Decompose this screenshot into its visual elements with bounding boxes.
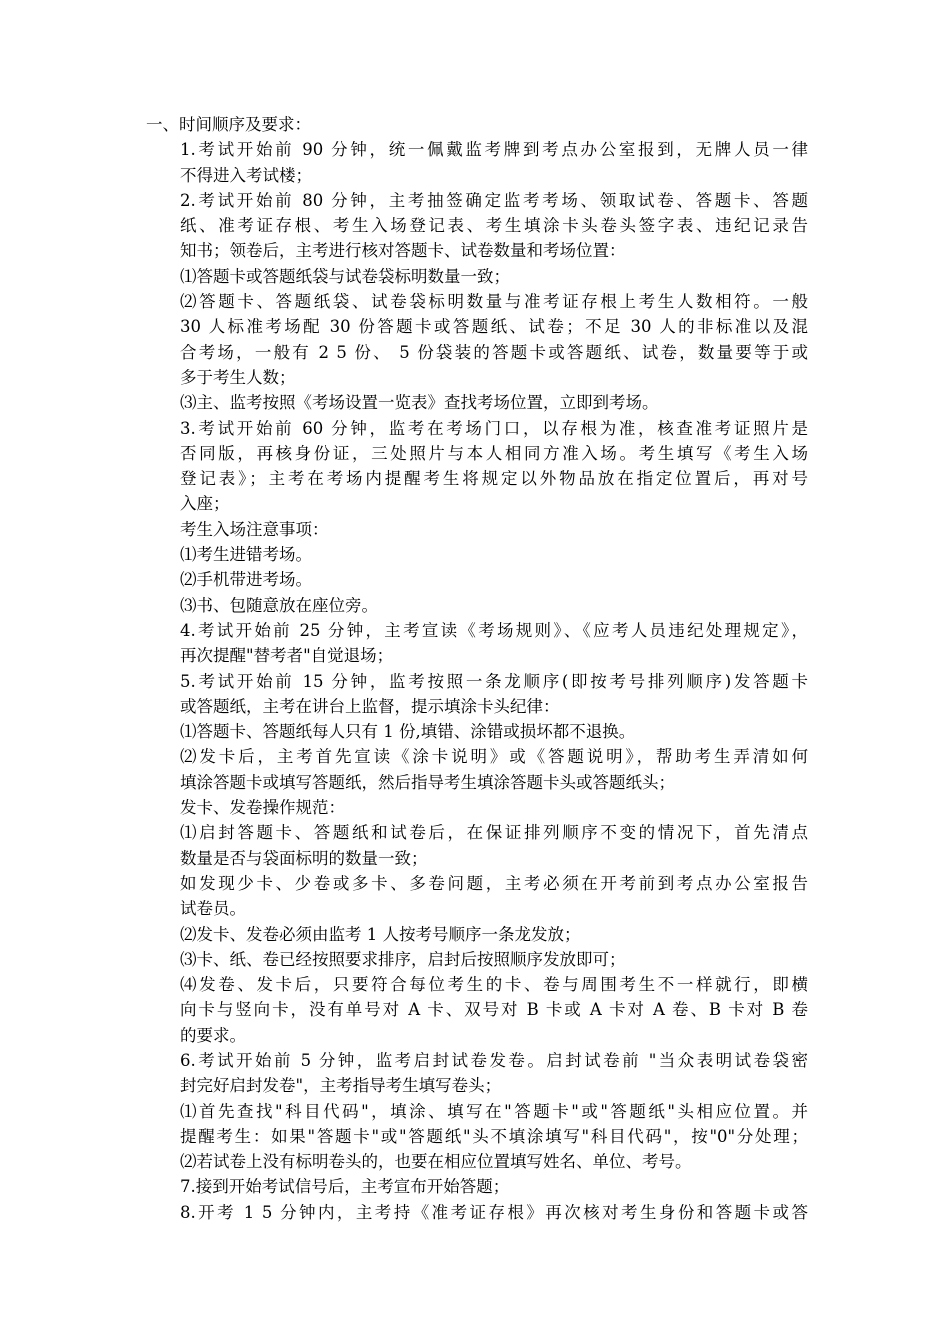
text-line: 4.考试开始前 25 分钟，主考宣读《考场规则》、《应考人员违纪处理规定》， [180,620,808,640]
text-line: 发卡、发卷操作规范： [180,798,345,818]
text-line: 试卷员。 [180,899,246,919]
text-line: 考生入场注意事项： [180,519,329,539]
section-heading: 一、时间顺序及要求： [146,115,311,134]
text-line: 如发现少卡、少卷或多卡、多卷问题，主考必须在开考前到考点办公室报告 [180,873,808,893]
text-line: ⑵发卡、发卷必须由监考 1 人按考号顺序一条龙发放； [180,924,581,944]
text-line: ⑶卡、纸、卷已经按照要求排序，启封后按照顺序发放即可； [180,949,626,969]
text-line: 数量是否与袋面标明的数量一致； [180,848,428,868]
text-line: ⑵手机带进考场。 [180,570,312,590]
document-page [146,112,808,1225]
text-line: ⑴启封答题卡、答题纸和试卷后，在保证排列顺序不变的情况下，首先清点 [180,823,808,843]
text-line: ⑶书、包随意放在座位旁。 [180,595,378,615]
text-line: ⑵发卡后，主考首先宣读《涂卡说明》或《答题说明》，帮助考生弄清如何 [180,747,808,767]
text-line: 提醒考生：如果"答题卡"或"答题纸"头不填涂填写"科目代码"，按"0"分处理； [180,1126,808,1146]
text-line: 纸、准考证存根、考生入场登记表、考生填涂卡头卷头签字表、违纪记录告 [180,216,808,236]
text-line: 的要求。 [180,1025,246,1045]
text-line: 知书；领卷后，主考进行核对答题卡、试卷数量和考场位置： [180,241,626,261]
text-line: 或答题纸，主考在讲台上监督，提示填涂卡头纪律： [180,696,560,716]
text-line: 登记表》；主考在考场内提醒考生将规定以外物品放在指定位置后，再对号 [180,469,808,489]
text-line: ⑵答题卡、答题纸袋、试卷袋标明数量与准考证存根上考生人数相符。一般 [180,292,808,312]
text-line: ⑴首先查找"科目代码"，填涂、填写在"答题卡"或"答题纸"头相应位置。并 [180,1101,808,1121]
text-line: 多于考生人数； [180,367,296,387]
text-line: 7.接到开始考试信号后，主考宣布开始答题； [180,1177,510,1197]
text-line: 3.考试开始前 60 分钟，监考在考场门口，以存根为准，核查准考证照片是 [180,418,808,438]
text-line: 否同版，再核身份证，三处照片与本人相同方准入场。考生填写《考生入场 [180,443,808,463]
text-line: 5.考试开始前 15 分钟，监考按照一条龙顺序(即按考号排列顺序)发答题卡 [180,671,808,691]
text-line: 合考场，一般有 2 5 份、 5 份袋装的答题卡或答题纸、试卷，数量要等于或 [180,342,808,362]
text-line: 入座； [180,494,230,514]
text-line: ⑴考生进错考场。 [180,545,312,565]
text-line: 6.考试开始前 5 分钟，监考启封试卷发卷。启封试卷前 "当众表明试卷袋密 [180,1050,808,1070]
text-line: ⑵若试卷上没有标明卷头的，也要在相应位置填写姓名、单位、考号。 [180,1152,692,1172]
text-line: 再次提醒"替考者"自觉退场； [180,646,394,666]
text-line: ⑴答题卡或答题纸袋与试卷袋标明数量一致； [180,266,510,286]
text-line: 不得进入考试楼； [180,165,312,185]
text-line: 封完好启封发卷"，主考指导考生填写卷头； [180,1076,502,1096]
text-line: ⑷发卷、发卡后，只要符合每位考生的卡、卷与周围考生不一样就行，即横 [180,975,808,995]
text-line: 向卡与竖向卡，没有单号对 A 卡、双号对 B 卡或 A 卡对 A 卷、B 卡对 B 卷 [180,1000,808,1020]
text-line: 30 人标准考场配 30 份答题卡或答题纸、试卷；不足 30 人的非标准以及混 [180,317,808,337]
text-line: 8.开考 1 5 分钟内，主考持《准考证存根》再次核对考生身份和答题卡或答 [180,1202,808,1222]
text-line: 1.考试开始前 90 分钟，统一佩戴监考牌到考点办公室报到，无牌人员一律 [180,140,808,160]
text-line: ⑴答题卡、答题纸每人只有 1 份,填错、涂错或损坏都不退换。 [180,722,636,742]
text-line: ⑶主、监考按照《考场设置一览表》查找考场位置，立即到考场。 [180,393,659,413]
text-line: 2.考试开始前 80 分钟，主考抽签确定监考考场、领取试卷、答题卡、答题 [180,190,808,210]
text-line: 填涂答题卡或填写答题纸，然后指导考生填涂答题卡头或答题纸头； [180,772,675,792]
